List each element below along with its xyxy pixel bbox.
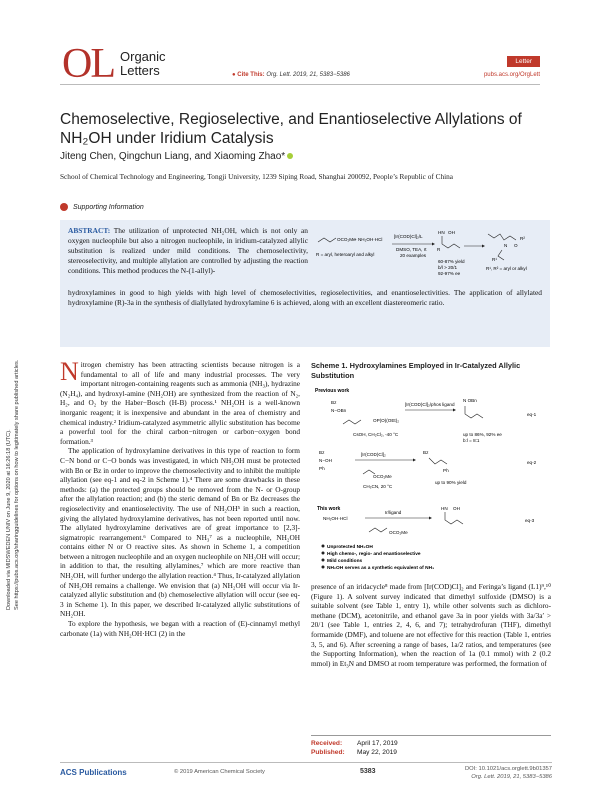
toc-arrowhead (432, 243, 435, 246)
eq3-allyl (369, 528, 387, 532)
article-title: Chemoselective, Regioselective, and Enantioselective Allylations of NH₂OH under Iridium Catalysis (60, 111, 522, 147)
eq1-bl: b:l = 8:1 (463, 438, 480, 443)
eq2-product-bz: Bz (423, 450, 429, 455)
received-label: Received: (311, 740, 343, 747)
published-date: May 22, 2019 (357, 749, 397, 756)
affiliation: School of Chemical Technology and Engineering, Tongji University, 1239 Siping Road, Shanghai 200092, People’s Republic of China (60, 172, 454, 181)
eq2-reagent-n: N−OH (319, 458, 332, 463)
eq3-product-oh: OH (453, 506, 460, 511)
journal-url[interactable]: pubs.acs.org/OrgLett (483, 72, 540, 78)
paragraph-2: The application of hydroxylamine derivatives in this type of reaction to form C−N bond or C−O bonds was investigated, in which NH₂OH must be protected with Bn or Bz in order to improve the chemoselectivity and to inhibit the multiple allylation (see eq-1 and eq-2 in Scheme 1).⁴ There are some drawbacks in these methods: (a) the protected groups should be removed from the N- or O-group after the allylation reaction; and (b) the steric demand of Bn or Bz decreases the regioselectivity and enantioselectivity. The use of NH₂OH⁵ in such a reaction, giving the allylated hydroxylamine derivatives, has not been reported until now. The allylated hydroxylamine derivatives are of great importance to [2,3]-sigmatropic rearrangement.⁶ Compared to NH₃⁷ as a nucleophile, NH₂OH contains either N or O reactive sites. As shown in Scheme 1, a competition between a nitrogen nucleophile and an oxygen nucleophile on NH₂OH will occur; in addition to that, the resulting allylamines,⁷ which are more reactive than NH₂OH, will further undergo the allylation reaction.⁴ Thus, Ir-catalyzed allylation of NH₂OH remains a challenge. We envision that (a) NH₂OH will occur via Ir-catalyzed allylic substitution and (b) chemoselective allylation will occur (see eq-3 in Scheme 1). In this paper, we described Ir-catalyzed allylic substitutions of NH₂OH. (60, 446, 300, 619)
supporting-info-icon (60, 203, 68, 211)
page-footer (60, 762, 552, 780)
scheme-bullets (322, 544, 435, 571)
page-number: 5383 (360, 768, 376, 775)
toc-conditions: DMSO, TEA, rt (396, 247, 427, 252)
eq2-reagent-ph: Ph (319, 466, 325, 471)
header-divider (60, 84, 540, 85)
eq1-allyl (343, 420, 361, 424)
toc-product1 (442, 236, 460, 248)
eq1-arrowhead (453, 409, 456, 412)
toc-r2-label: R¹, R² = aryl or alkyl (486, 266, 527, 271)
cite-reference: Org. Lett. 2019, 21, 5383−5386 (266, 72, 350, 78)
toc-product2-branch (498, 250, 504, 260)
eq2-yield: up to 90% yield (435, 480, 467, 485)
right-column-text: presence of an iridacycle⁸ made from [Ir(COD)Cl]₂ and Feringa’s ligand (L1)⁹,¹⁰ (Figure 1). A solvent survey indicated that dimethyl sulfoxide (DMSO) is a suitable solvent (see Table 1, entry 1), while other solvents such as dichloro-methane (DCM), acetonitrile, and ethanol gave 3a in poor yields with 3a/3a′ > 20/1 (see Table 1, entries 2, 4, 6, and 7); tetrahydrofuran (THF), dimethyl formamide (DMF), and toluene are not effective for this reaction (Table 1, entries 3, 5, and 6). After screening a range of bases, 1a/2 ratios, and temperatures (see the Supporting Information), when the reaction of 1a (0.1 mmol) with 2 (0.2 mmol) in Et₃N and DMSO at room temperature was performed, the formation of (311, 582, 551, 668)
toc-r-label: R = aryl, heteroaryl and alkyl (316, 252, 375, 257)
published-row (311, 748, 551, 757)
orcid-icon[interactable] (287, 153, 293, 159)
author-list (60, 151, 293, 162)
bullet-4: NH₂OH serves as a synthetic equivalent of NH₃ (327, 566, 435, 571)
download-notice-line2: See https://pubs.acs.org/sharingguidelines for options on how to legitimately share published articles. (13, 359, 20, 610)
toc-product2-r2: R² (520, 236, 525, 241)
bullet-dot-1 (322, 545, 325, 548)
toc-product2-n: N (504, 243, 508, 248)
publisher-logo[interactable]: ACS Publications (60, 768, 127, 777)
cite-icon: ● (232, 72, 236, 78)
eq2-product-ph: Ph (443, 468, 449, 473)
eq3-arrowhead (429, 517, 432, 520)
eq3-catalyst: Ir/ligand (385, 510, 402, 515)
eq3-tag: eq-3 (525, 518, 535, 523)
toc-plus: + NH₂OH·HCl (354, 237, 383, 242)
toc-product2 (488, 234, 516, 240)
eq1-substrate: OP(O)(OEt)₂ (373, 418, 400, 423)
copyright: © 2019 American Chemical Society (174, 769, 265, 775)
abstract-text-part1: The utilization of unprotected NH₂OH, which is not only an oxygen nucleophile but also a nitrogen nucleophile, in iridium-catalyzed allylic substitution is realized under mild conditions. The chemoselectivity, stereoselectivity, and multiple allylation are controlled by adjusting the reaction conditions. This method produces the N-(1-allyl)- (68, 226, 309, 275)
eq1-reagent: Bz (331, 400, 337, 405)
paragraph-1-text: itrogen chemistry has been attracting scientists because nitrogen is a fundamental to all of life and many industrial processes. The very important nitrogen-containing reagents such as ammonia (NH₃), hydrazine (N₂H₄), and hydroxyl-amine (NH₂OH) are synthesized from the reaction of N₂, H₂, and O₂ by the Haber−Bosch (H-B) process.¹ NH₂OH is a well-known inorganic reagent; it is inexpensive and abundant in the area of chemistry and chemical industry.² Iridium-catalyzed asymmetric allylic substitution has become a powerful tool for the chiral carbon−nitrogen or carbon−oxygen bond formation.³ (60, 360, 300, 446)
bullet-3: Mild conditions (327, 559, 363, 564)
eq1-product: N OBn (463, 398, 477, 403)
journal-name-line1: Organic (120, 49, 166, 64)
toc-svg (314, 226, 542, 288)
eq3-reagent: NH₂OH·HCl (323, 516, 348, 521)
toc-catalyst: [Ir(COD)Cl]₂/L (394, 234, 423, 239)
bullet-2: High chemo-, regio- and enantioselective (327, 552, 421, 557)
supporting-info-label: Supporting Information (73, 203, 144, 211)
eq1-reagent-n: N−OBn (331, 408, 347, 413)
toc-allyl-chain (318, 238, 336, 242)
toc-bl: b/l > 20/1 (438, 265, 458, 270)
download-notice-line1: Downloaded via MIDSWEDEN UNIV on June 9, 2020 at 16:26:18 (UTC). (6, 429, 12, 610)
toc-product2-r1: R¹ (492, 257, 497, 262)
eq2-arrowhead (413, 459, 416, 462)
toc-examples: 20 examples (400, 253, 427, 258)
eq1-product-chain (465, 406, 483, 418)
received-row (311, 739, 551, 748)
cite-label: Cite This: (237, 72, 265, 78)
eq3-product-hn: HN (441, 506, 448, 511)
footer-reference: Org. Lett. 2019, 21, 5383−5386 (471, 773, 552, 780)
eq1-catalyst: [Ir(COD)Cl]₂/phos ligand (405, 402, 455, 407)
abstract-left-text (68, 226, 308, 276)
authors-text: Jiteng Chen, Qingchun Liang, and Xiaoming Zhao* (60, 151, 286, 162)
eq2-substrate: OCO₂Me (373, 474, 392, 479)
abstract-box (60, 220, 550, 347)
toc-graphic (314, 226, 542, 288)
article-dates (311, 735, 551, 757)
eq2-product-chain (429, 458, 447, 464)
toc-oh-label: OH (448, 230, 455, 235)
journal-name (120, 50, 166, 78)
toc-ee: 92-97% ee (438, 271, 461, 276)
paragraph-1 (60, 357, 300, 446)
eq2-tag: eq-2 (527, 460, 537, 465)
journal-logo[interactable] (62, 41, 166, 87)
article-type-badge: Letter (507, 56, 540, 67)
bullet-dot-3 (322, 559, 325, 562)
toc-product2-o: O (514, 243, 518, 248)
download-notice (6, 190, 32, 610)
eq2-catalyst: [Ir(COD)Cl]₂ (361, 452, 386, 457)
bullet-dot-2 (322, 552, 325, 555)
bullet-1: Unprotected NH₂OH (327, 545, 373, 550)
supporting-info-link[interactable] (60, 203, 144, 211)
journal-name-line2: Letters (120, 63, 160, 78)
bullet-dot-4 (322, 566, 325, 569)
eq3-substrate: OCO₂Me (389, 530, 408, 535)
doi-link[interactable]: DOI: 10.1021/acs.orglett.9b01357 (464, 766, 552, 772)
eq3-product-chain (445, 512, 463, 524)
dropcap: N (60, 357, 79, 386)
toc-reactant: OCO₂Me (337, 237, 356, 242)
eq1-yield: up to 86%, 92% ee (463, 432, 502, 437)
toc-hn-label: HN (438, 230, 445, 235)
abstract-text-part2: hydroxylamines in good to high yields with high level of chemoselectivities, regioselectivities, and enantioselectivities. The application of allylated hydroxylamine (R)-3a in the synthesis of diallylated hydroxylamine 6 is achieved, along with an excellent diastereomeric ratio. (68, 288, 542, 307)
toc-arrowhead2 (482, 245, 485, 248)
doi-block (465, 766, 552, 781)
eq1-tag: eq-1 (527, 412, 537, 417)
received-date: April 17, 2019 (357, 740, 398, 747)
published-label: Published: (311, 749, 345, 756)
this-work-label: This work (317, 506, 341, 512)
logo-letters: OL (62, 41, 114, 87)
previous-work-label: Previous work (315, 388, 350, 394)
eq1-conditions: CsOH, CH₂Cl₂, -40 °C (353, 432, 399, 437)
eq2-reagent-bz: Bz (319, 450, 325, 455)
left-column (60, 357, 300, 638)
toc-yield: 60-87% yield (438, 259, 465, 264)
eq2-conditions: CH₃CN, 20 °C (363, 484, 393, 489)
cite-this[interactable] (232, 72, 350, 78)
toc-product1-r: R (437, 247, 441, 252)
abstract-label: ABSTRACT: (68, 226, 111, 235)
paragraph-3: To explore the hypothesis, we began with a reaction of (E)-cinnamyl methyl carbonate (1a) with NH₂OH·HCl (2) in the (60, 619, 300, 638)
scheme-title: Scheme 1. Hydroxylamines Employed in Ir-Catalyzed Allylic Substitution (311, 361, 521, 380)
